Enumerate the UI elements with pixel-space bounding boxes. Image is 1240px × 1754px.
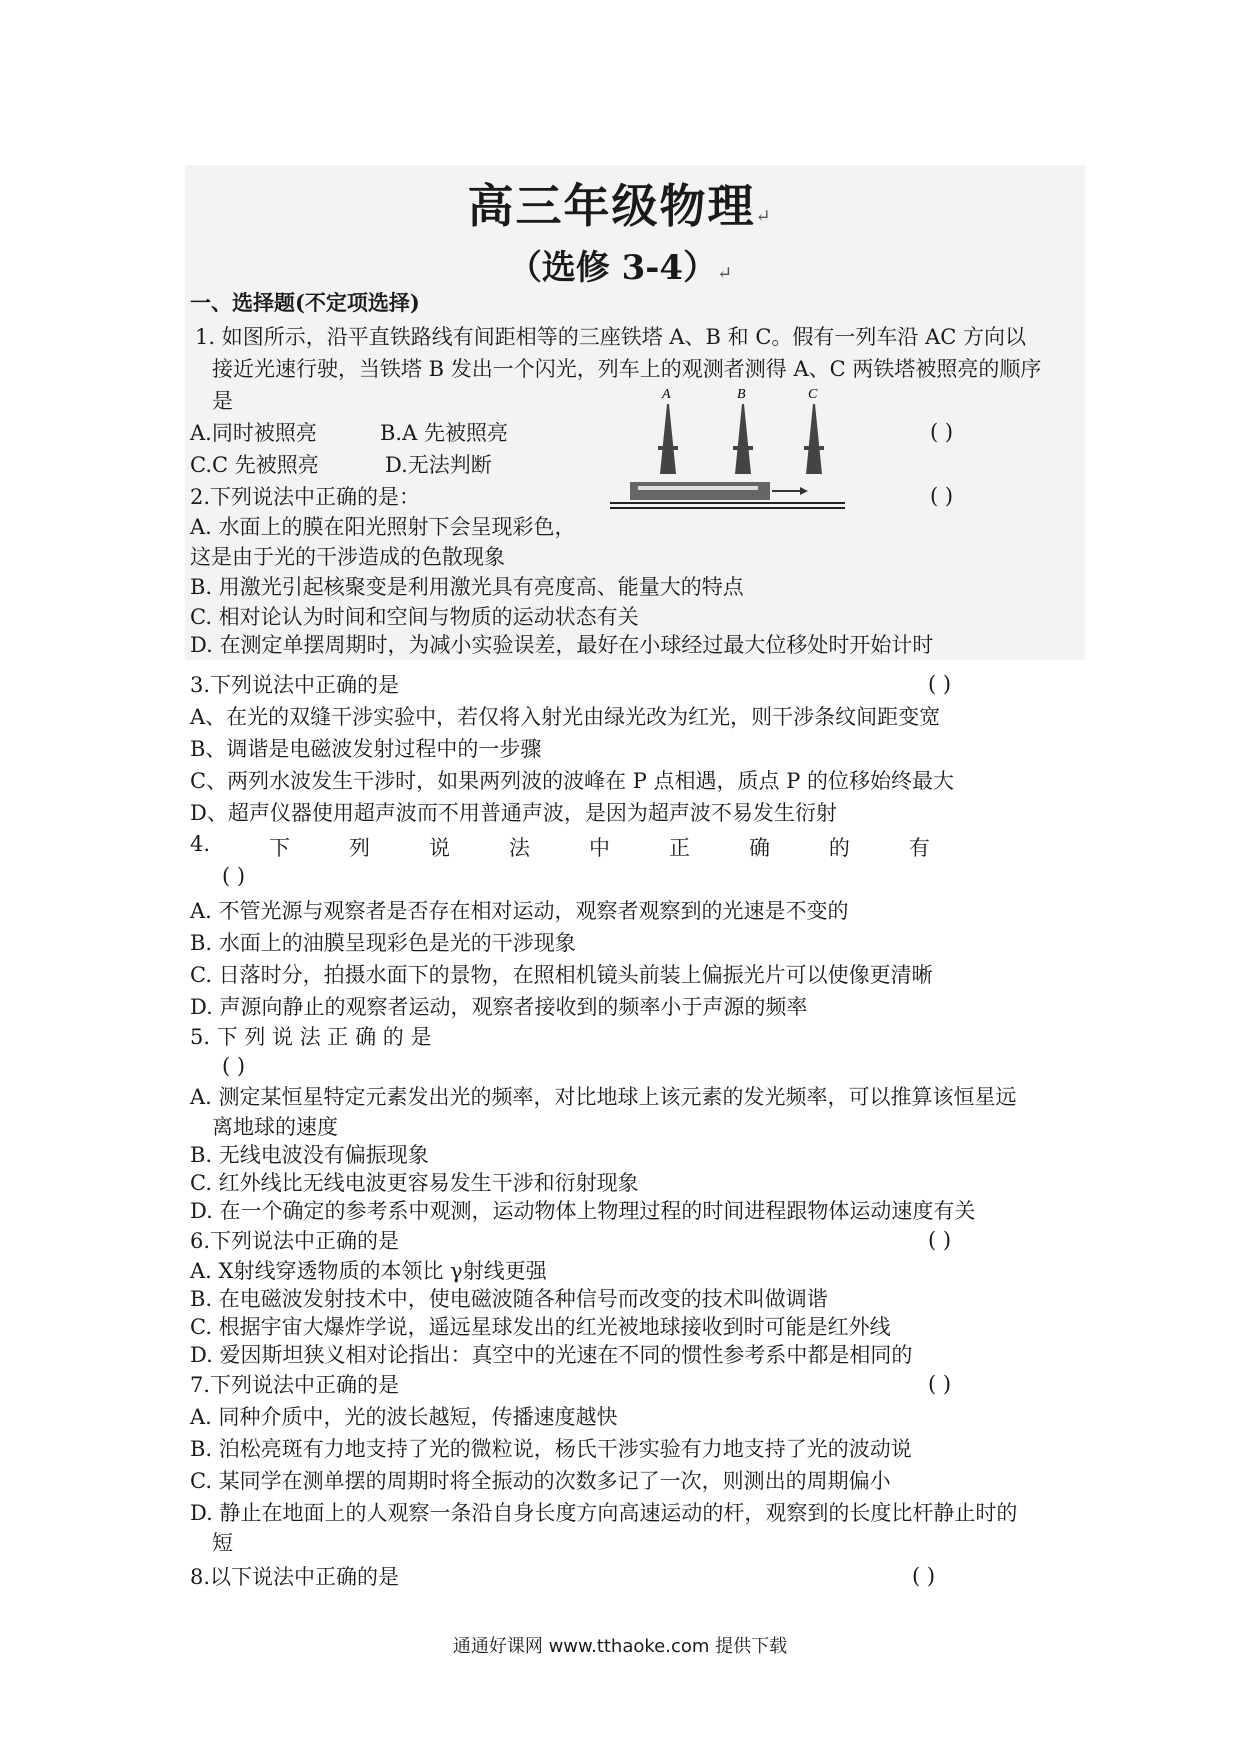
q6-answer-blank: ( ) xyxy=(928,1228,952,1252)
q5-option-a-line2: 离地球的速度 xyxy=(212,1115,338,1139)
q2-stem: 2.下列说法中正确的是： xyxy=(190,485,421,509)
q6-stem: 6.下列说法中正确的是 xyxy=(190,1229,400,1253)
tower-c-icon xyxy=(804,404,824,474)
page-title: 高三年级物理↵ xyxy=(467,179,773,233)
q2-option-a-line2: 这是由于光的干涉造成的色散现象 xyxy=(190,545,505,569)
q4-answer-blank: ( ) xyxy=(222,864,246,888)
q7-option-d-line1: D. 静止在地面上的人观察一条沿自身长度方向高速运动的杆，观察到的长度比杆静止时的 xyxy=(190,1501,1018,1525)
tower-label-c: C xyxy=(808,387,818,402)
q1-option-c: C.C 先被照亮 xyxy=(190,453,319,477)
q8-stem: 8.以下说法中正确的是 xyxy=(190,1565,400,1589)
page-footer: 通通好课网 www.tthaoke.com 提供下载 xyxy=(452,1636,788,1657)
q3-option-a: A、在光的双缝干涉实验中，若仅将入射光由绿光改为红光，则干涉条纹间距变宽 xyxy=(190,705,941,729)
q8-answer-blank: ( ) xyxy=(912,1564,936,1588)
q3-answer-blank: ( ) xyxy=(928,672,952,696)
q1-stem-line1: 1. 如图所示，沿平直铁路线有间距相等的三座铁塔 A、B 和 C。假有一列车沿 AC 方向以 xyxy=(195,325,1026,349)
q2-option-c: C. 相对论认为时间和空间与物质的运动状态有关 xyxy=(190,605,639,629)
q2-option-d: D. 在测定单摆周期时，为减小实验误差，最好在小球经过最大位移处时开始计时 xyxy=(190,633,934,657)
q3-option-c: C、两列水波发生干涉时，如果两列波的波峰在 P 点相遇，质点 P 的位移始终最大 xyxy=(190,769,955,793)
q3-option-b: B、调谐是电磁波发射过程中的一步骤 xyxy=(190,737,542,761)
q7-option-d-line2: 短 xyxy=(212,1531,233,1555)
q2-answer-blank: ( ) xyxy=(930,484,954,508)
q5-stem: 5. 下 列 说 法 正 确 的 是 xyxy=(190,1025,432,1049)
q7-option-b: B. 泊松亮斑有力地支持了光的微粒说，杨氏干涉实验有力地支持了光的波动说 xyxy=(190,1437,912,1461)
tower-a-icon xyxy=(658,404,678,474)
q1-option-d: D.无法判断 xyxy=(385,453,492,477)
q7-stem: 7.下列说法中正确的是 xyxy=(190,1373,400,1397)
q6-option-a: A. X射线穿透物质的本领比 γ射线更强 xyxy=(190,1259,547,1283)
q1-answer-blank: ( ) xyxy=(930,420,954,444)
q4-option-c: C. 日落时分，拍摄水面下的景物，在照相机镜头前装上偏振光片可以使像更清晰 xyxy=(190,963,933,987)
q1-option-a: A.同时被照亮 xyxy=(190,421,317,445)
q7-answer-blank: ( ) xyxy=(928,1372,952,1396)
q4-option-b: B. 水面上的油膜呈现彩色是光的干涉现象 xyxy=(190,931,576,955)
q1-stem-line2: 接近光速行驶，当铁塔 B 发出一个闪光，列车上的观测者测得 A、C 两铁塔被照亮的顺序 xyxy=(212,357,1042,381)
q4-stem: 4. 下 列 说 法 中 正 确 的 有 xyxy=(190,832,930,860)
q6-option-d: D. 爱因斯坦狭义相对论指出：真空中的光速在不同的惯性参考系中都是相同的 xyxy=(190,1343,913,1367)
q4-option-d: D. 声源向静止的观察者运动，观察者接收到的频率小于声源的频率 xyxy=(190,995,808,1019)
tower-label-b: B xyxy=(737,387,746,402)
arrowhead-icon xyxy=(800,487,808,495)
q5-answer-blank: ( ) xyxy=(222,1054,246,1078)
q3-option-d: D、超声仪器使用超声波而不用普通声波，是因为超声波不易发生衍射 xyxy=(190,801,837,825)
q3-stem: 3.下列说法中正确的是 xyxy=(190,673,400,697)
q1-stem-line3: 是 xyxy=(212,389,233,413)
section-heading: 一、选择题(不定项选择) xyxy=(190,290,420,315)
q6-option-b: B. 在电磁波发射技术中，使电磁波随各种信号而改变的技术叫做调谐 xyxy=(190,1287,828,1311)
q4-option-a: A. 不管光源与观察者是否存在相对运动，观察者观察到的光速是不变的 xyxy=(190,899,849,923)
tower-label-a: A xyxy=(662,387,671,402)
tower-b-icon xyxy=(733,404,753,474)
train-icon xyxy=(630,482,770,500)
page-subtitle: （选修 3-4）↵ xyxy=(507,248,733,288)
q6-option-c: C. 根据宇宙大爆炸学说，遥远星球发出的红光被地球接收到时可能是红外线 xyxy=(190,1315,891,1339)
q5-option-d: D. 在一个确定的参考系中观测，运动物体上物理过程的时间进程跟物体运动速度有关 xyxy=(190,1199,976,1223)
q5-option-b: B. 无线电波没有偏振现象 xyxy=(190,1143,429,1167)
q7-option-a: A. 同种介质中，光的波长越短，传播速度越快 xyxy=(190,1405,618,1429)
q1-option-b: B.A 先被照亮 xyxy=(380,421,508,445)
q5-option-c: C. 红外线比无线电波更容易发生干涉和衍射现象 xyxy=(190,1171,639,1195)
q2-option-a-line1: A. 水面上的膜在阳光照射下会呈现彩色， xyxy=(190,515,576,539)
railway-towers-figure xyxy=(610,386,860,516)
q2-option-b: B. 用激光引起核聚变是利用激光具有亮度高、能量大的特点 xyxy=(190,575,744,599)
q7-option-c: C. 某同学在测单摆的周期时将全振动的次数多记了一次，则测出的周期偏小 xyxy=(190,1469,891,1493)
q5-option-a-line1: A. 测定某恒星特定元素发出光的频率，对比地球上该元素的发光频率，可以推算该恒星远 xyxy=(190,1085,1017,1109)
